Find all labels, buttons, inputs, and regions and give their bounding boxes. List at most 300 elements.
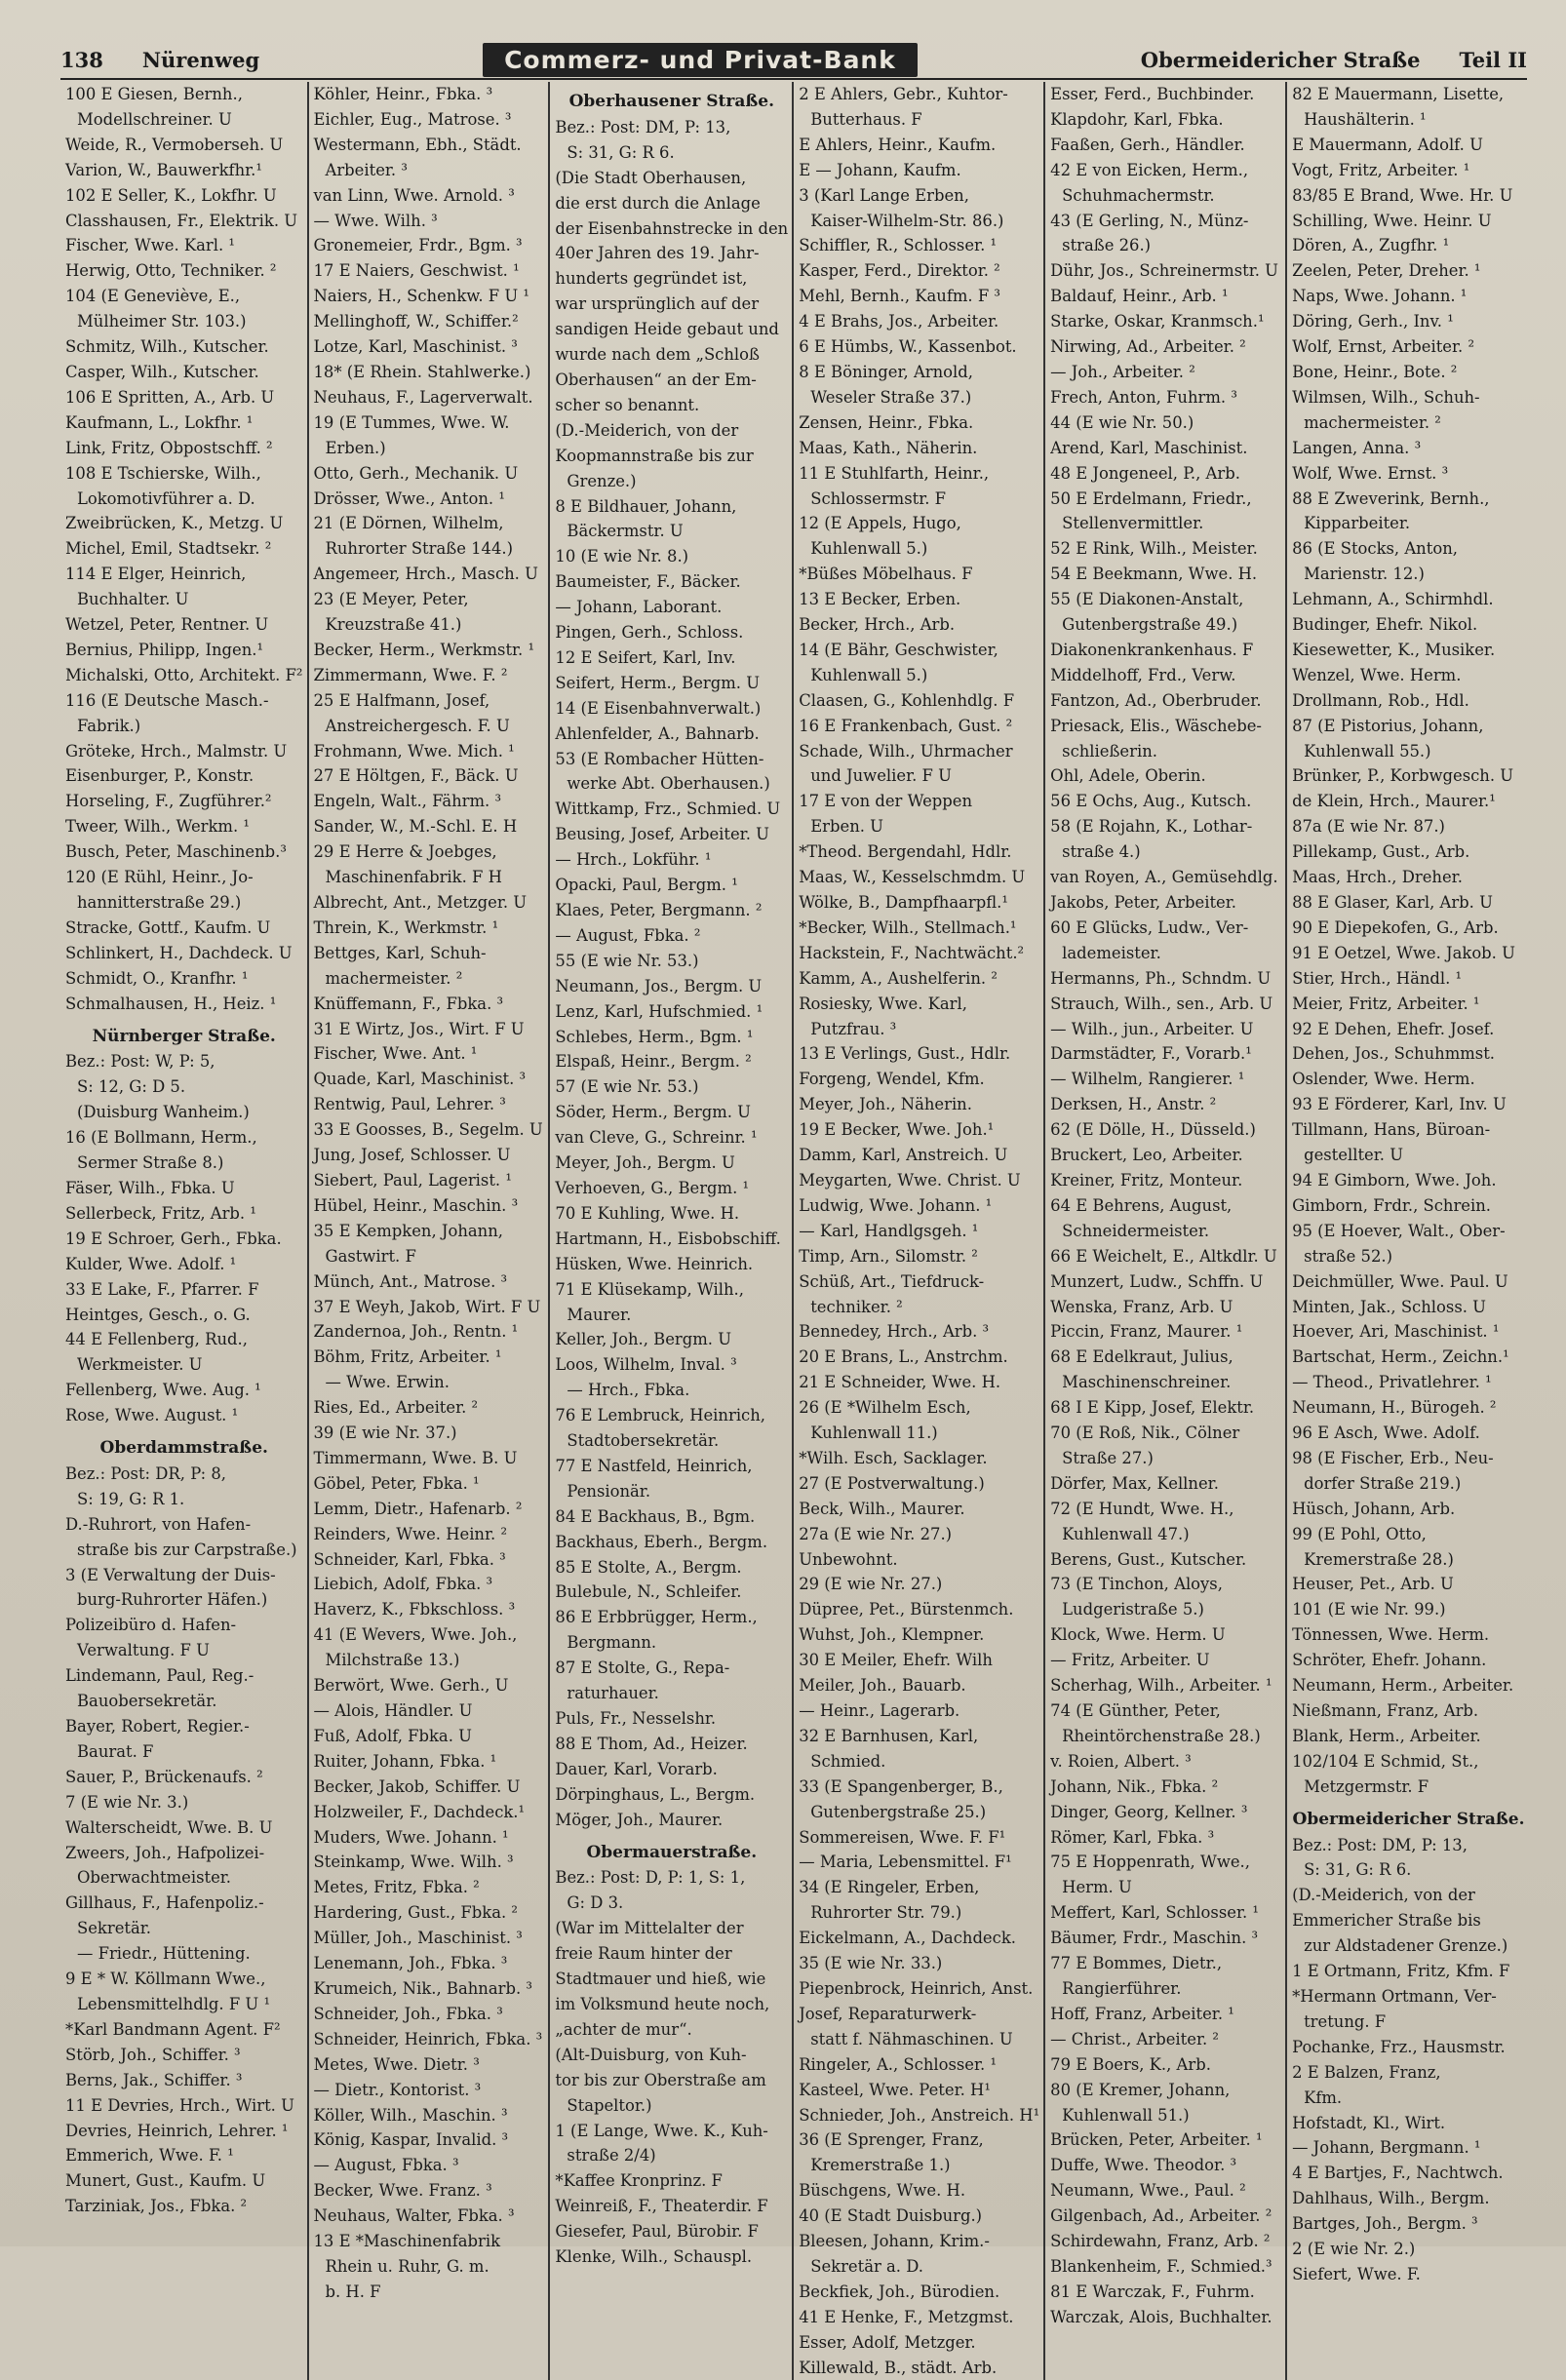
directory-line: 37 E Weyh, Jakob, Wirt. F U (313, 1297, 541, 1316)
directory-line: freie Raum hinter der (555, 1944, 732, 1964)
directory-line: Killewald, B., städt. Arb. (799, 2358, 998, 2377)
directory-line: Haverz, K., Fbkschloss. ³ (313, 1600, 516, 1619)
directory-line: Becker, Herm., Werkmstr. ¹ (313, 640, 535, 659)
directory-line: Langen, Anna. ³ (1292, 438, 1422, 457)
page-number: 138 (60, 47, 103, 72)
directory-line: 100 E Giesen, Bernh., (65, 85, 243, 103)
directory-line: tretung. F (1304, 2011, 1387, 2031)
directory-line: — Wwe. Erwin. (325, 1373, 450, 1392)
directory-line: Milchstraße 13.) (325, 1651, 460, 1670)
directory-line: Hoever, Ari, Maschinist. ¹ (1292, 1322, 1500, 1342)
directory-line: Vogt, Fritz, Arbeiter. ¹ (1292, 160, 1470, 179)
directory-line: Meygarten, Wwe. Christ. U (799, 1170, 1021, 1190)
directory-line: 96 E Asch, Wwe. Adolf. (1292, 1424, 1480, 1443)
directory-line: Esser, Adolf, Metzger. (799, 2332, 976, 2352)
directory-line: 70 E Kuhling, Wwe. H. (555, 1203, 740, 1223)
directory-line: Dauer, Karl, Vorarb. (555, 1759, 718, 1778)
directory-line: *Hermann Ortmann, Ver- (1292, 1986, 1497, 2006)
directory-line: 54 E Beekmann, Wwe. H. (1050, 565, 1258, 584)
directory-line: E Ahlers, Heinr., Kaufm. (799, 135, 997, 154)
directory-line: 33 (E Spangenberger, B., (799, 1776, 1003, 1796)
directory-line: Maas, Kath., Näherin. (799, 438, 978, 457)
directory-line: 26 (E *Wilhelm Esch, (799, 1398, 971, 1418)
directory-line: machermeister. ² (325, 968, 463, 988)
directory-line: Tillmann, Hans, Büroan- (1292, 1120, 1491, 1140)
directory-line: lademeister. (1062, 943, 1161, 962)
directory-line: Siebert, Paul, Lagerist. ¹ (313, 1170, 512, 1190)
directory-line: 25 E Halfmann, Josef, (313, 690, 490, 710)
directory-line: Fischer, Wwe. Karl. ¹ (65, 236, 235, 255)
directory-line: Herwig, Otto, Techniker. ² (65, 261, 277, 281)
directory-line: Zandernoa, Joh., Rentn. ¹ (313, 1322, 519, 1342)
directory-line: Fellenberg, Wwe. Aug. ¹ (65, 1381, 261, 1400)
directory-line: Meyer, Joh., Näherin. (799, 1095, 972, 1114)
directory-line: Devries, Heinrich, Lehrer. ¹ (65, 2121, 289, 2140)
directory-line: 58 (E Rojahn, K., Lothar- (1050, 817, 1253, 837)
directory-line: Meier, Fritz, Arbeiter. ¹ (1292, 994, 1480, 1013)
directory-line: E — Johann, Kaufm. (799, 160, 961, 179)
directory-line: Engeln, Walt., Fährm. ³ (313, 792, 502, 811)
directory-line: Modellschreiner. U (77, 109, 232, 129)
directory-line: Lemm, Dietr., Hafenarb. ² (313, 1499, 523, 1518)
directory-line: Hofstadt, Kl., Wirt. (1292, 2113, 1446, 2132)
directory-line: 79 E Boers, K., Arb. (1050, 2054, 1211, 2074)
directory-line: Dehen, Jos., Schuhmmst. (1292, 1044, 1496, 1064)
directory-line: 4 E Brahs, Jos., Arbeiter. (799, 312, 999, 332)
directory-line: 116 (E Deutsche Masch.- (65, 690, 269, 710)
directory-line: 95 (E Hoever, Walt., Ober- (1292, 1221, 1506, 1240)
directory-line: Ludgeristraße 5.) (1062, 1600, 1204, 1619)
directory-line: Timp, Arn., Silomstr. ² (799, 1246, 978, 1266)
directory-line: Hüsken, Wwe. Heinrich. (555, 1254, 754, 1273)
directory-line: Neumann, H., Bürogeh. ² (1292, 1398, 1497, 1418)
directory-line: 34 (E Ringeler, Erben, (799, 1878, 980, 1897)
directory-line: 60 E Glücks, Ludw., Ver- (1050, 917, 1249, 937)
directory-line: Wetzel, Peter, Rentner. U (65, 615, 269, 635)
directory-line: Schmidt, O., Kranfhr. ¹ (65, 968, 249, 988)
directory-line: Kremerstraße 28.) (1304, 1549, 1454, 1569)
directory-line: Stracke, Gottf., Kaufm. U (65, 917, 271, 937)
directory-line: 17 E Naiers, Geschwist. ¹ (313, 261, 520, 281)
directory-line: 43 (E Gerling, N., Münz- (1050, 211, 1249, 230)
directory-line: Störb, Joh., Schiffer. ³ (65, 2045, 241, 2064)
directory-line: Dahlhaus, Wilh., Bergm. (1292, 2189, 1490, 2208)
directory-line: Pensionär. (567, 1481, 651, 1501)
directory-line: Emmericher Straße bis (1292, 1911, 1481, 1931)
directory-line: (D.-Meiderich, von der (555, 420, 739, 440)
directory-line: Gillhaus, F., Hafenpoliz.- (65, 1893, 264, 1913)
directory-line: 19 (E Tummes, Wwe. W. (313, 412, 510, 432)
directory-line: Bartges, Joh., Bergm. ³ (1292, 2214, 1478, 2234)
directory-line: 40er Jahren des 19. Jahr- (555, 244, 760, 263)
directory-line: war ursprünglich auf der (555, 294, 760, 314)
directory-line: Warczak, Alois, Buchhalter. (1050, 2307, 1272, 2326)
directory-line: burg-Ruhrorter Häfen.) (77, 1590, 268, 1610)
directory-line: Blank, Herm., Arbeiter. (1292, 1726, 1481, 1745)
directory-line: Kuhlenwall 11.) (810, 1424, 938, 1443)
directory-line: — Fritz, Arbeiter. U (1050, 1651, 1210, 1670)
directory-line: Dören, A., Zugfhr. ¹ (1292, 236, 1450, 255)
directory-line: Stadtobersekretär. (567, 1431, 720, 1451)
directory-line: statt f. Nähmaschinen. U (810, 2029, 1013, 2048)
column-6 (1287, 82, 1529, 2380)
directory-line: Siefert, Wwe. F. (1292, 2264, 1421, 2283)
directory-line: Michel, Emil, Stadtsekr. ² (65, 539, 272, 559)
directory-line: Nießmann, Franz, Arb. (1292, 1701, 1479, 1720)
directory-line: Schneidermeister. (1062, 1221, 1210, 1240)
directory-line: Kaiser-Wilhelm-Str. 86.) (810, 211, 1004, 230)
directory-line: 64 E Behrens, August, (1050, 1195, 1233, 1215)
directory-line: Blankenheim, F., Schmied.³ (1050, 2256, 1272, 2276)
directory-line: 14 (E Bähr, Geschwister, (799, 640, 998, 659)
directory-line: G: D 3. (567, 1893, 624, 1913)
directory-line: Busch, Peter, Maschinenb.³ (65, 842, 287, 862)
directory-line: Opacki, Paul, Bergm. ¹ (555, 876, 738, 895)
directory-line: 18* (E Rhein. Stahlwerke.) (313, 362, 531, 381)
directory-line: Neumann, Jos., Bergm. U (555, 976, 763, 995)
directory-line: Sander, W., M.-Schl. E. H (313, 817, 518, 837)
directory-line: straße 2/4) (567, 2146, 656, 2165)
directory-line: Loos, Wilhelm, Inval. ³ (555, 1355, 737, 1375)
directory-line: S: 31, G: R 6. (567, 142, 675, 162)
directory-line: Bone, Heinr., Bote. ² (1292, 362, 1458, 381)
directory-line: Lotze, Karl, Maschinist. ³ (313, 337, 518, 357)
directory-line: 77 E Bommes, Dietr., (1050, 1954, 1223, 1973)
directory-line: 106 E Spritten, A., Arb. U (65, 387, 275, 407)
directory-line: *Kaffee Kronprinz. F (555, 2171, 723, 2191)
street-heading: Oberdammstraße. (99, 1438, 268, 1459)
directory-line: — Karl, Handlgsgeh. ¹ (799, 1221, 979, 1240)
directory-line: straße bis zur Carpstraße.) (77, 1540, 297, 1559)
directory-line: E Mauermann, Adolf. U (1292, 135, 1483, 154)
directory-line: Meyer, Joh., Bergm. U (555, 1153, 735, 1173)
directory-line: 77 E Nastfeld, Heinrich, (555, 1456, 753, 1475)
directory-line: Maurer. (567, 1305, 632, 1324)
directory-line: Wenzel, Wwe. Herm. (1292, 665, 1462, 684)
directory-line: Eickelmann, A., Dachdeck. (799, 1929, 1016, 1948)
directory-line: Scherhag, Wilh., Arbeiter. ¹ (1050, 1676, 1272, 1696)
directory-line: straße 26.) (1062, 236, 1152, 255)
directory-line: Pochanke, Frz., Hausmstr. (1292, 2037, 1506, 2056)
directory-line: 83/85 E Brand, Wwe. Hr. U (1292, 185, 1513, 205)
directory-line: Kuhlenwall 47.) (1062, 1524, 1190, 1543)
directory-line: Eichler, Eug., Matrose. ³ (313, 109, 512, 129)
directory-line: Klapdohr, Karl, Fbka. (1050, 109, 1224, 129)
directory-line: Damm, Karl, Anstreich. U (799, 1146, 1008, 1165)
directory-line: Backhaus, Eberh., Bergm. (555, 1532, 768, 1551)
directory-line: Bauobersekretär. (77, 1692, 217, 1711)
directory-line: Dörfer, Max, Kellner. (1050, 1473, 1219, 1493)
directory-line: Frohmann, Wwe. Mich. ¹ (313, 741, 515, 761)
directory-line: Eisenburger, P., Konstr. (65, 766, 254, 786)
directory-line: S: 19, G: R 1. (77, 1489, 185, 1508)
directory-line: 9 E * W. Köllmann Wwe., (65, 1970, 266, 1989)
directory-line: 90 E Diepekofen, G., Arb. (1292, 917, 1499, 937)
directory-line: Muders, Wwe. Johann. ¹ (313, 1827, 509, 1847)
directory-line: Dühr, Jos., Schreinermstr. U (1050, 261, 1278, 281)
directory-line: Becker, Jakob, Schiffer. U (313, 1776, 521, 1796)
directory-line: straße 4.) (1062, 842, 1141, 862)
directory-line: Butterhaus. F (810, 109, 922, 129)
directory-line: Hüsch, Johann, Arb. (1292, 1499, 1456, 1518)
directory-line: die erst durch die Anlage (555, 193, 761, 213)
directory-line: Timmermann, Wwe. B. U (313, 1448, 518, 1467)
directory-line: 88 E Zweverink, Bernh., (1292, 488, 1490, 508)
directory-line: Gröteke, Hrch., Malmstr. U (65, 741, 288, 761)
directory-line: 20 E Brans, L., Anstrchm. (799, 1347, 1008, 1367)
directory-line: Schirdewahn, Franz, Arb. ² (1050, 2232, 1271, 2251)
directory-line: Gilgenbach, Ad., Arbeiter. ² (1050, 2206, 1272, 2226)
directory-line: Beckfiek, Joh., Bürodien. (799, 2282, 1000, 2301)
directory-line: Gutenbergstraße 25.) (810, 1802, 987, 1821)
directory-line: Kfm. (1304, 2087, 1343, 2107)
directory-line: 8 E Böninger, Arnold, (799, 362, 973, 381)
directory-line: 92 E Dehen, Ehefr. Josef. (1292, 1019, 1495, 1038)
directory-line: Drollmann, Rob., Hdl. (1292, 690, 1469, 710)
directory-line: — Joh., Arbeiter. ² (1050, 362, 1195, 381)
directory-line: 75 E Hoppenrath, Wwe., (1050, 1853, 1250, 1872)
directory-line: Tönnessen, Wwe. Herm. (1292, 1625, 1490, 1645)
directory-line: Weseler Straße 37.) (810, 387, 972, 407)
directory-line: Berwört, Wwe. Gerh., U (313, 1676, 509, 1696)
directory-line: *Becker, Wilh., Stellmach.¹ (799, 917, 1017, 937)
directory-line: der Eisenbahnstrecke in den (555, 218, 789, 238)
page-header (60, 43, 1527, 76)
directory-line: Schlebes, Herm., Bgm. ¹ (555, 1027, 754, 1046)
directory-line: *Büßes Möbelhaus. F (799, 565, 973, 584)
column-3 (550, 82, 794, 2380)
directory-line: Kulder, Wwe. Adolf. ¹ (65, 1254, 237, 1273)
directory-line: — Christ., Arbeiter. ² (1050, 2029, 1219, 2048)
directory-line: Heintges, Gesch., o. G. (65, 1305, 251, 1324)
directory-line: Köller, Wilh., Maschin. ³ (313, 2105, 508, 2125)
directory-line: König, Kaspar, Invalid. ³ (313, 2130, 509, 2150)
directory-line: Döring, Gerh., Inv. ¹ (1292, 312, 1454, 332)
directory-line: 11 E Devries, Hrch., Wirt. U (65, 2095, 294, 2115)
directory-line: Grenze.) (567, 471, 637, 490)
directory-line: Piepenbrock, Heinrich, Anst. (799, 1978, 1034, 1998)
directory-line: und Juwelier. F U (810, 766, 952, 786)
directory-line: v. Roien, Albert. ³ (1050, 1751, 1192, 1771)
directory-line: Otto, Gerh., Mechanik. U (313, 463, 519, 483)
directory-line: 80 (E Kremer, Johann, (1050, 2080, 1231, 2099)
directory-line: Casper, Wilh., Kutscher. (65, 362, 259, 381)
directory-line: 31 E Wirtz, Jos., Wirt. F U (313, 1019, 525, 1038)
directory-line: Schneider, Joh., Fbka. ³ (313, 2004, 503, 2023)
directory-line: Kipparbeiter. (1304, 514, 1411, 533)
directory-line: Schilling, Wwe. Heinr. U (1292, 211, 1492, 230)
directory-line: Kremerstraße 1.) (810, 2156, 951, 2175)
directory-line: Brünker, P., Korbwgesch. U (1292, 766, 1514, 786)
directory-line: Ohl, Adele, Oberin. (1050, 766, 1206, 786)
directory-line: Johann, Nik., Fbka. ² (1050, 1776, 1219, 1796)
directory-line: Minten, Jak., Schloss. U (1292, 1297, 1486, 1316)
directory-line: Pingen, Gerh., Schloss. (555, 623, 744, 643)
directory-line: *Karl Bandmann Agent. F² (65, 2019, 281, 2039)
directory-line: Zensen, Heinr., Fbka. (799, 412, 974, 432)
directory-line: tor bis zur Oberstraße am (555, 2070, 766, 2089)
directory-line: 99 (E Pohl, Otto, (1292, 1524, 1427, 1543)
directory-line: Berens, Gust., Kutscher. (1050, 1549, 1247, 1569)
directory-line: im Volksmund heute noch, (555, 1994, 770, 2013)
directory-line: 62 (E Dölle, H., Düsseld.) (1050, 1120, 1256, 1140)
directory-line: Klaes, Peter, Bergmann. ² (555, 901, 763, 919)
directory-line: Kasteel, Wwe. Peter. H¹ (799, 2080, 991, 2099)
directory-line: 44 E Fellenberg, Rud., (65, 1330, 248, 1349)
directory-line: Bernius, Philipp, Ingen.¹ (65, 640, 264, 659)
directory-line: — August, Fbka. ³ (313, 2156, 459, 2175)
directory-line: Hardering, Gust., Fbka. ² (313, 1903, 518, 1923)
column-2 (309, 82, 551, 2380)
directory-line: Stier, Hrch., Händl. ¹ (1292, 968, 1463, 988)
directory-line: Piccin, Franz, Maurer. ¹ (1050, 1322, 1243, 1342)
directory-line: Kasper, Ferd., Direktor. ² (799, 261, 1000, 281)
directory-line: Josef, Reparaturwerk- (799, 2004, 977, 2023)
directory-line: 71 E Klüsekamp, Wilh., (555, 1279, 744, 1299)
directory-line: Esser, Ferd., Buchbinder. (1050, 85, 1255, 103)
directory-line: 29 (E wie Nr. 27.) (799, 1575, 943, 1594)
directory-line: Arbeiter. ³ (325, 160, 408, 179)
directory-line: 39 (E wie Nr. 37.) (313, 1424, 457, 1443)
directory-line: Fabrik.) (77, 716, 141, 735)
directory-line: Weide, R., Vermoberseh. U (65, 135, 284, 154)
directory-line: 87 (E Pistorius, Johann, (1292, 716, 1484, 735)
directory-line: 85 E Stolte, A., Bergm. (555, 1557, 742, 1577)
directory-line: Lenz, Karl, Hufschmied. ¹ (555, 1001, 763, 1021)
directory-line: Schlossermstr. F (810, 488, 947, 508)
directory-line: Rangierführer. (1062, 1978, 1182, 1998)
directory-line: Haushälterin. ¹ (1304, 109, 1427, 129)
directory-line: Metzgermstr. F (1304, 1776, 1429, 1796)
directory-line: — August, Fbka. ² (555, 925, 701, 945)
directory-line: Klenke, Wilh., Schauspl. (555, 2247, 753, 2267)
directory-line: Giesefer, Paul, Bürobir. F (555, 2222, 759, 2242)
directory-line: Heuser, Pet., Arb. U (1292, 1575, 1454, 1594)
directory-line: Stapeltor.) (567, 2095, 652, 2115)
directory-line: b. H. F (325, 2282, 381, 2301)
directory-line: Lindemann, Paul, Reg.- (65, 1666, 254, 1686)
column-1 (60, 82, 309, 2380)
directory-line: Werkmeister. U (77, 1355, 203, 1375)
directory-line: 2 E Ahlers, Gebr., Kuhtor- (799, 85, 1008, 103)
directory-line: Berns, Jak., Schiffer. ³ (65, 2070, 243, 2089)
directory-line: Bartschat, Herm., Zeichn.¹ (1292, 1347, 1509, 1367)
directory-line: 33 E Goosses, B., Segelm. U (313, 1120, 543, 1140)
directory-line: 91 E Oetzel, Wwe. Jakob. U (1292, 943, 1515, 962)
directory-line: 76 E Lembruck, Heinrich, (555, 1406, 766, 1425)
directory-line: 86 E Erbbrügger, Herm., (555, 1608, 758, 1627)
directory-line: 88 E Thom, Ad., Heizer. (555, 1734, 748, 1753)
directory-line: 72 (E Hundt, Wwe. H., (1050, 1499, 1234, 1518)
directory-line: 2 E Balzen, Franz, (1292, 2062, 1441, 2082)
directory-line: 23 (E Meyer, Peter, (313, 590, 469, 609)
directory-line: 6 E Hümbs, W., Kassenbot. (799, 337, 1017, 357)
directory-line: — Hrch., Fbka. (567, 1381, 690, 1400)
directory-line: 29 E Herre & Joebges, (313, 842, 497, 862)
directory-line: Bayer, Robert, Regier.- (65, 1717, 250, 1736)
directory-columns (60, 82, 1529, 2377)
directory-line: Munzert, Ludw., Schffn. U (1050, 1271, 1264, 1291)
directory-line: (D.-Meiderich, von der (1292, 1886, 1475, 1905)
directory-line: Kuhlenwall 55.) (1304, 741, 1431, 761)
directory-line: Rentwig, Paul, Lehrer. ³ (313, 1095, 506, 1114)
directory-line: Maas, W., Kesselschmdm. U (799, 868, 1026, 887)
bank-banner: Commerz- und Privat-Bank (483, 43, 918, 77)
directory-line: 88 E Glaser, Karl, Arb. U (1292, 893, 1493, 912)
directory-line: straße 52.) (1304, 1246, 1393, 1266)
directory-line: Darmstädter, F., Vorarb.¹ (1050, 1044, 1252, 1064)
directory-line: 27 E Höltgen, F., Bäck. U (313, 766, 519, 786)
directory-line: S: 12, G: D 5. (77, 1077, 186, 1097)
street-heading: Obermeidericher Straße. (1292, 1809, 1525, 1829)
directory-line: 55 (E Diakonen-Anstalt, (1050, 590, 1244, 609)
directory-line: Wuhst, Joh., Klempner. (799, 1625, 985, 1645)
directory-line: van Linn, Wwe. Arnold. ³ (313, 185, 515, 205)
directory-line: 4 E Bartjes, F., Nachtwch. (1292, 2164, 1504, 2183)
directory-line: Metes, Fritz, Fbka. ² (313, 1878, 480, 1897)
directory-line: 102/104 E Schmid, St., (1292, 1751, 1479, 1771)
directory-line: 19 E Schroer, Gerh., Fbka. (65, 1229, 282, 1248)
directory-line: 68 E Edelkraut, Julius, (1050, 1347, 1233, 1367)
directory-line: Varion, W., Bauwerkfhr.¹ (65, 160, 262, 179)
directory-line: 55 (E wie Nr. 53.) (555, 951, 699, 970)
directory-line: 42 E von Eicken, Herm., (1050, 160, 1249, 179)
directory-line: Arend, Karl, Maschinist. (1050, 438, 1248, 457)
directory-line: Lebensmittelhdlg. F U ¹ (77, 1994, 271, 2013)
directory-line: Baumeister, F., Bäcker. (555, 572, 741, 592)
directory-line: 93 E Förderer, Karl, Inv. U (1292, 1095, 1507, 1114)
directory-line: Neuhaus, Walter, Fbka. ³ (313, 2206, 515, 2226)
part-label: Teil II (1459, 47, 1527, 72)
directory-line: Fischer, Wwe. Ant. ¹ (313, 1044, 478, 1064)
directory-line: Pillekamp, Gust., Arb. (1292, 842, 1470, 862)
directory-line: Sauer, P., Brückenaufs. ² (65, 1767, 263, 1786)
directory-line: Straße 27.) (1062, 1448, 1154, 1467)
directory-line: Schlinkert, H., Dachdeck. U (65, 943, 293, 962)
directory-line: Hermanns, Ph., Schndm. U (1050, 968, 1272, 988)
directory-line: *Wilh. Esch, Sacklager. (799, 1448, 988, 1467)
directory-line: Bleesen, Johann, Krim.- (799, 2232, 990, 2251)
directory-line: Munert, Gust., Kaufm. U (65, 2171, 266, 2191)
directory-line: 36 (E Sprenger, Franz, (799, 2130, 984, 2150)
directory-line: 33 E Lake, F., Pfarrer. F (65, 1279, 259, 1299)
directory-line: Rhein u. Ruhr, G. m. (325, 2256, 489, 2276)
directory-line: Mehl, Bernh., Kaufm. F ³ (799, 287, 1000, 306)
directory-line: Anstreichergesch. F. U (325, 716, 510, 735)
directory-line: — Theod., Privatlehrer. ¹ (1292, 1373, 1492, 1392)
directory-line: 11 E Stuhlfarth, Heinr., (799, 463, 990, 483)
directory-line: Stadtmauer und hieß, wie (555, 1970, 766, 1989)
right-street-heading: Obermeidericher Straße (1140, 47, 1421, 72)
directory-line: Kreiner, Fritz, Monteur. (1050, 1170, 1243, 1190)
directory-line: — Johann, Laborant. (555, 598, 723, 617)
directory-line: Rose, Wwe. August. ¹ (65, 1406, 239, 1425)
directory-line: Kamm, A., Aushelferin. ² (799, 968, 998, 988)
directory-line: gestellter. U (1304, 1146, 1404, 1165)
directory-line: Ludwig, Wwe. Johann. ¹ (799, 1195, 993, 1215)
directory-line: Maschinenfabrik. F H (325, 868, 502, 887)
directory-line: 68 I E Kipp, Josef, Elektr. (1050, 1398, 1255, 1418)
directory-line: Kuhlenwall 5.) (810, 539, 928, 559)
directory-line: Bäckermstr. U (567, 522, 684, 541)
directory-line: — Wilhelm, Rangierer. ¹ (1050, 1070, 1245, 1089)
directory-line: 12 (E Appels, Hugo, (799, 514, 961, 533)
directory-line: Bez.: Post: D, P: 1, S: 1, (555, 1868, 746, 1888)
directory-line: Sermer Straße 8.) (77, 1153, 224, 1173)
directory-line: 44 (E wie Nr. 50.) (1050, 412, 1194, 432)
directory-line: Neuhaus, F., Lagerverwalt. (313, 387, 533, 407)
directory-line: 3 (E Verwaltung der Duis- (65, 1565, 276, 1584)
